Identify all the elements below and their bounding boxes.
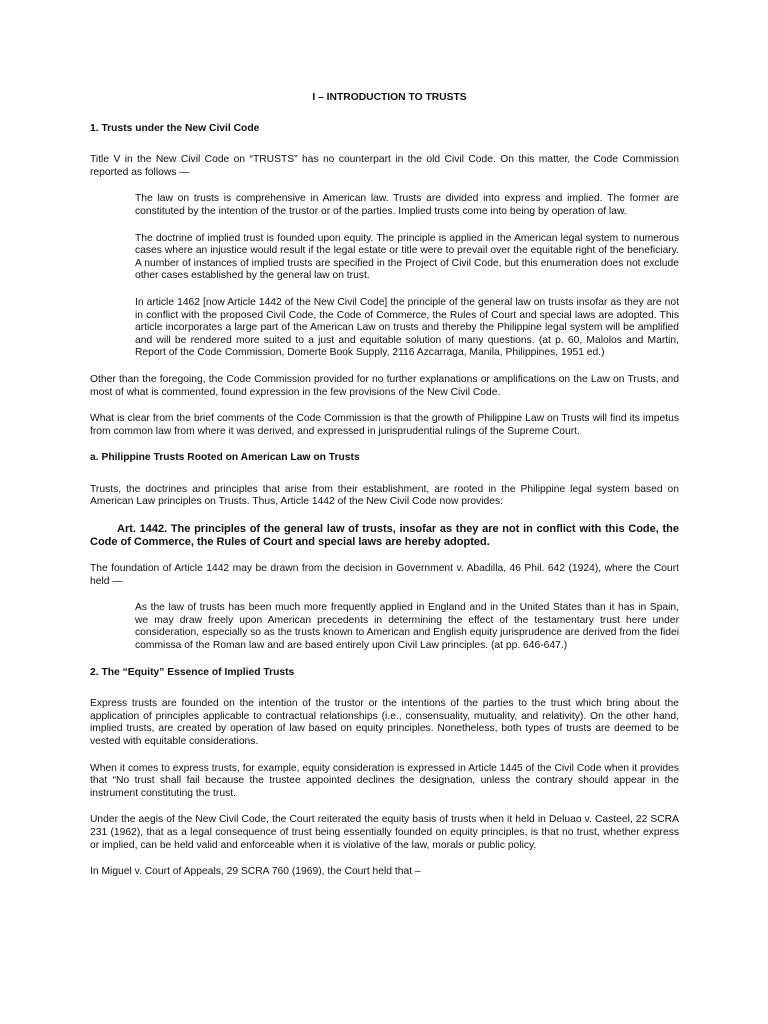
section-heading-1: 1. Trusts under the New Civil Code <box>90 122 260 134</box>
page-title: I – INTRODUCTION TO TRUSTS <box>312 92 467 103</box>
block-quote: As the law of trusts has been much more frequently applied in England and in the United States than it has in Spain, we may draw freely upon American precedents in determining the effect of the testamentary trust here under consideration, especially so as the trusts known to American and English equity jurisprudence are derived from the fidei commissa of the Roman law and are based entirely upon Civil Law principles. (at pp. 646-647.) <box>135 602 679 652</box>
section-heading-2: 2. The “Equity” Essence of Implied Trusts <box>90 666 295 678</box>
paragraph: Express trusts are founded on the intention of the trustor or the intentions of the parties to the trust which bring about the application of principles applicable to contractual relationships (i.e., consensuality, mutuality, and relativity). On the other hand, implied trusts, are created by operation of law based on equity principles. Nonetheless, both types of trusts are deemed to be vested with equitable considerations. <box>90 698 679 747</box>
block-quote: In article 1462 [now Article 1442 of the New Civil Code] the principle of the general law on trusts insofar as they are not in conflict with the proposed Civil Code, the Code of Commerce, the Rules of Court and special laws are adopted. This article incorporates a large part of the American Law on trusts and thereby the Philippine legal system will be amplified and will be rendered more suited to a just and equitable solution of many questions. (at p. 60, Malolos and Martin, Report of the Code Commission, Domerte Book Supply, 2116 Azcarraga, Manila, Philippines, 1951 ed.) <box>135 296 679 359</box>
subsection-heading-a: a. Philippine Trusts Rooted on American Law on Trusts <box>90 452 360 464</box>
paragraph: In Miguel v. Court of Appeals, 29 SCRA 760 (1969), the Court held that – <box>90 866 421 878</box>
paragraph: Other than the foregoing, the Code Commission provided for no further explanations or amplifications on the Law on Trusts, and most of what is commented, found expression in the few provisions of the New Civil Code. <box>90 373 679 398</box>
paragraph: What is clear from the brief comments of the Code Commission is that the growth of Philippine Law on Trusts will find its impetus from common law from where it was derived, and expressed in jurisprudential rulings of the Supreme Court. <box>90 413 679 437</box>
block-quote: The law on trusts is comprehensive in American law. Trusts are divided into express and implied. The former are constituted by the intention of the trustor or of the parties. Implied trusts come into being by operation of law. <box>135 193 679 217</box>
article-1442-text: Art. 1442. The principles of the general law of trusts, insofar as they are not in conflict with this Code, the Code of Commerce, the Rules of Court and special laws are hereby adopted. <box>90 523 679 549</box>
paragraph: Under the aegis of the New Civil Code, the Court reiterated the equity basis of trusts when it held in Deluao v. Casteel, 22 SCRA 231 (1962), that as a legal consequence of trust being essentially founded on equity principles, is that no trust, whether express or implied, can be held valid and enforceable when it is violative of the law, morals or public policy. <box>90 814 679 851</box>
paragraph: Title V in the New Civil Code on “TRUSTS” has no counterpart in the old Civil Code. On this matter, the Code Commission reported as follows — <box>90 154 679 178</box>
paragraph: Trusts, the doctrines and principles that arise from their establishment, are rooted in the Philippine legal system based on American Law principles on Trusts. Thus, Article 1442 of the New Civil Code now provides: <box>90 483 679 508</box>
block-quote: The doctrine of implied trust is founded upon equity. The principle is applied in the American legal system to numerous cases where an injustice would result if the legal estate or title were to prevail over the equitable right of the beneficiary. A number of instances of implied trusts are specified in the Project of Civil Code, but this enumeration does not exclude other cases established by the general law on trust. <box>135 232 679 282</box>
paragraph: The foundation of Article 1442 may be drawn from the decision in Government v. Abadilla, 46 Phil. 642 (1924), where the Court held — <box>90 563 679 587</box>
paragraph: When it comes to express trusts, for example, equity consideration is expressed in Article 1445 of the Civil Code when it provides that “No trust shall fail because the trustee appointed declines the designation, unless the contrary should appear in the instrument constituting the trust. <box>90 762 679 799</box>
